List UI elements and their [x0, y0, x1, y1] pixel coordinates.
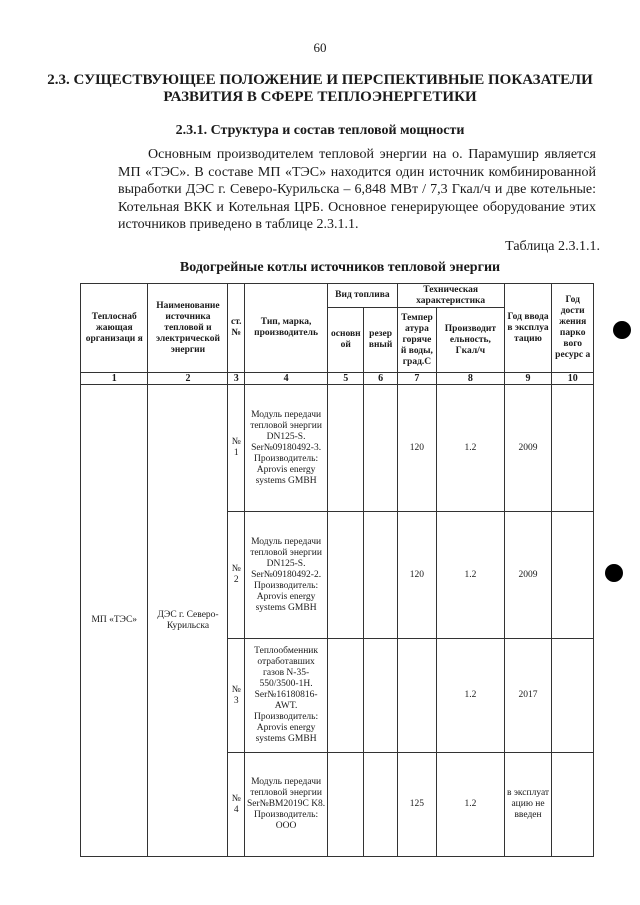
header-capacity: Производит ельность, Гкал/ч [437, 308, 505, 373]
header-source: Наименование источника тепловой и электрической энергии [148, 284, 228, 373]
temp-cell: 120 [397, 512, 436, 639]
capacity-cell: 1.2 [437, 385, 505, 512]
year-cell: 2009 [504, 385, 552, 512]
body-paragraph: Основным производителем тепловой энергии на о. Парамушир является МП «ТЭС». В составе МП «ТЭС» находится один источник комбинированной выработки ДЭС г. Северо-Курильска – 6,848 МВт / 7,3 Гкал/ч и две котельные: Котельная ВКК и Котельная ЦРБ. Основное генерирующее оборудование этих источников приведено в таблице 2.3.1.1. [118, 147, 596, 232]
header-supplier: Теплоснаб жающая организаци я [81, 284, 148, 373]
column-number: 5 [328, 373, 364, 385]
year-cell: в эксплуат ацию не введен [504, 753, 552, 857]
fuel-main-cell [328, 512, 364, 639]
station-no-cell: № 2 [228, 512, 245, 639]
fuel-reserve-cell [364, 512, 397, 639]
capacity-cell: 1.2 [437, 753, 505, 857]
column-number: 9 [504, 373, 552, 385]
binder-hole-mark [605, 564, 623, 582]
station-no-cell: № 1 [228, 385, 245, 512]
type-cell: Модуль передачи тепловой энергии DN125-S. Ser№09180492-2. Производитель: Aprovis energy systems GMBH [245, 512, 328, 639]
header-temp: Темпер атура горяче й воды, град.С [397, 308, 436, 373]
column-number: 8 [437, 373, 505, 385]
header-fuel-reserve: резер вный [364, 308, 397, 373]
header-resource: Год дости жения парко вого ресурс а [552, 284, 594, 373]
fuel-reserve-cell [364, 385, 397, 512]
temp-cell [397, 639, 436, 753]
column-number: 4 [245, 373, 328, 385]
fuel-main-cell [328, 753, 364, 857]
resource-cell [552, 639, 594, 753]
page-number: 60 [313, 40, 327, 55]
station-no-cell: № 3 [228, 639, 245, 753]
fuel-reserve-cell [364, 753, 397, 857]
temp-cell: 125 [397, 753, 436, 857]
capacity-cell: 1.2 [437, 639, 505, 753]
header-fuel-group: Вид топлива [328, 284, 398, 308]
header-fuel-main: основн ой [328, 308, 364, 373]
binder-hole-mark [613, 321, 631, 339]
header-year: Год ввода в эксплуа тацию [504, 284, 552, 373]
resource-cell [552, 385, 594, 512]
column-number: 7 [397, 373, 436, 385]
boilers-table [80, 283, 594, 857]
column-number: 2 [148, 373, 228, 385]
source-cell: ДЭС г. Северо-Курильска [148, 385, 228, 857]
subsection-heading: 2.3.1. Структура и состав тепловой мощности [175, 123, 465, 138]
header-tech-group: Техническая характеристика [397, 284, 504, 308]
resource-cell [552, 512, 594, 639]
year-cell: 2009 [504, 512, 552, 639]
supplier-cell: МП «ТЭС» [81, 385, 148, 857]
section-heading: 2.3. СУЩЕСТВУЮЩЕЕ ПОЛОЖЕНИЕ И ПЕРСПЕКТИВНЫЕ ПОКАЗАТЕЛИ РАЗВИТИЯ В СФЕРЕ ТЕПЛОЭНЕРГЕТИКИ [47, 72, 593, 105]
capacity-cell: 1.2 [437, 512, 505, 639]
column-number: 10 [552, 373, 594, 385]
column-number: 1 [81, 373, 148, 385]
station-no-cell: № 4 [228, 753, 245, 857]
header-station-no: ст. № [228, 284, 245, 373]
header-type: Тип, марка, производитель [245, 284, 328, 373]
type-cell: Теплообменник отработавших газов N-35-550/3500-1H. Ser№16180816-AWT. Производитель: Aprovis energy systems GMBH [245, 639, 328, 753]
column-number: 3 [228, 373, 245, 385]
fuel-main-cell [328, 639, 364, 753]
temp-cell: 120 [397, 385, 436, 512]
year-cell: 2017 [504, 639, 552, 753]
fuel-reserve-cell [364, 639, 397, 753]
column-number: 6 [364, 373, 397, 385]
type-cell: Модуль передачи тепловой энергии DN125-S. Ser№09180492-3. Производитель: Aprovis energy systems GMBH [245, 385, 328, 512]
type-cell: Модуль передачи тепловой энергии Ser№BM2019C K8. Производитель: ООО [245, 753, 328, 857]
fuel-main-cell [328, 385, 364, 512]
resource-cell [552, 753, 594, 857]
table-label: Таблица 2.3.1.1. [505, 239, 600, 254]
table-title: Водогрейные котлы источников тепловой энергии [179, 260, 501, 275]
table-row [81, 385, 594, 512]
